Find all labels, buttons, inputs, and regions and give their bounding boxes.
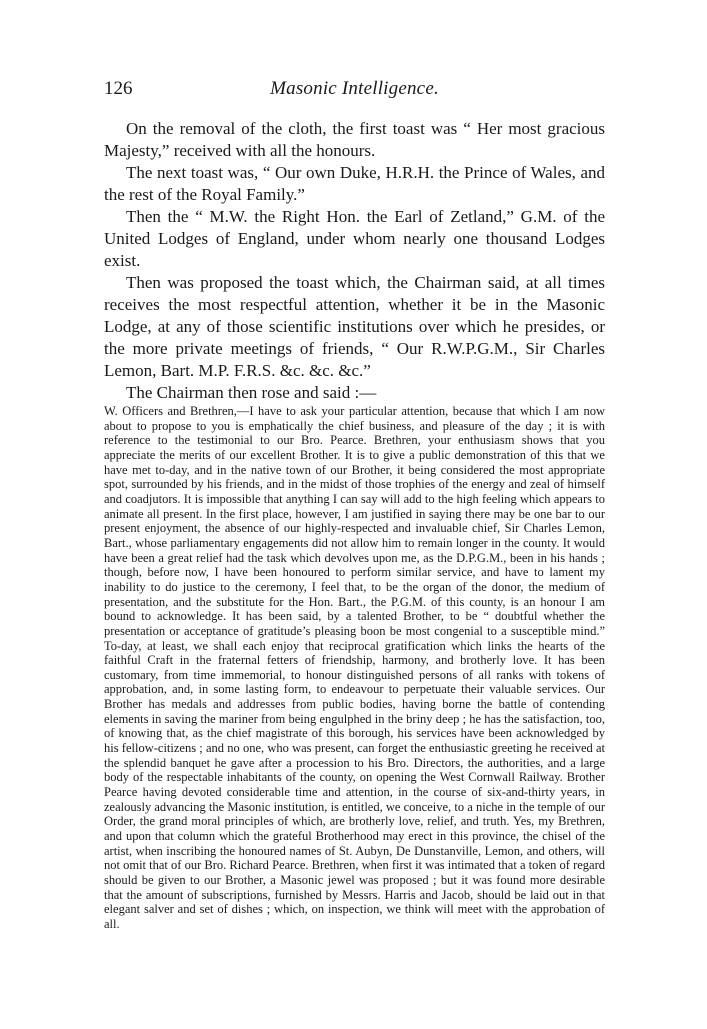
page-number: 126	[104, 78, 133, 99]
chairman-speech: W. Officers and Brethren,—I have to ask your particular attention, because that which I am now about to propose to you is emphatically the chief business, and pleasure of the day ; it is with reference to the testimonial to our Bro. Pearce. Brethren, your enthusiasm shows that you appreciate the merits of our excellent Brother. It is to give a public demonstration of this that we have met to-day, and in the native town of our Brother, it being considered the most appropriate spot, surrounded by his friends, and in the midst of those trophies of the energy and zeal of himself and coadjutors. It is impossible that anything I can say will add to the high feeling which appears to animate all present. In the first place, however, I am justified in saying there may be one bar to our present enjoyment, the absence of our highly-respected and invaluable chief, Sir Charles Lemon, Bart., whose parliamentary engagements did not allow him to remain longer in the county. It would have been a great relief had the task which devolves upon me, as the D.P.G.M., been in his hands ; though, before now, I have been honoured to perform similar service, and have to lament my inability to do justice to the ceremony, I feel that, to be the organ of the donor, the medium of presentation, and the substitute for the Hon. Bart., the P.G.M. of this county, is an honour I am bound to acknowledge. It has been said, by a talented Brother, to be “ doubtful whether the presentation or acceptance of gratitude’s pleasing boon be most congenial to a susceptible mind.” To-day, at least, we shall each enjoy that reciprocal gratification which links the hearts of the faithful Craft in the fraternal fetters of friendship, harmony, and brotherly love. It has been customary, from time immemorial, to honour distinguished persons of all ranks with tokens of approbation, and, in some lasting form, to endeavour to perpetuate their valuable services. Our Brother has medals and addresses from public bodies, having borne the battle of contending elements in saving the mariner from being engulphed in the briny deep ; he has the satisfaction, too, of knowing that, as the chief magistrate of this borough, his services have been acknowledged by his fellow-citizens ; and no one, who was present, can forget the enthusiastic greeting he received at the splendid banquet he gave after a procession to his Bro. Directors, the authorities, and a large body of the respectable inhabitants of the county, on opening the West Cornwall Railway. Brother Pearce having devoted considerable time and attention, in the course of six-and-thirty years, in zealously advancing the Masonic institution, is entitled, we conceive, to a niche in the temple of our Order, the grand moral principles of which, are brotherly love, relief, and truth. Yes, my Brethren, and upon that column which the grateful Brotherhood may erect in this province, the chisel of the artist, when inscribing the honoured names of St. Aubyn, De Dunstanville, Lemon, and others, will not omit that of our Bro. Richard Pearce. Brethren, when first it was intimated that a token of regard should be given to our Brother, a Masonic jewel was proposed ; but it was found more desirable that the amount of subscriptions, furnished by Messrs. Harris and Jacob, should be laid out in that elegant salver and set of dishes ; which, on inspection, we think will meet with the approbation of all.	[104, 404, 605, 931]
paragraph-provincial-toast: Then was proposed the toast which, the Chairman said, at all times receives the most respectful attention, whether it be in the Masonic Lodge, at any of those scientific institutions over which he presides, or the more private meetings of friends, “ Our R.W.P.G.M., Sir Charles Lemon, Bart. M.P. F.R.S. &c. &c. &c.”	[104, 273, 605, 380]
paragraph-grand-master-toast: Then the “ M.W. the Right Hon. the Earl of Zetland,” G.M. of the United Lodges of England, under whom nearly one thousand Lodges exist.	[104, 207, 605, 270]
paragraph-royal-family-toast: The next toast was, “ Our own Duke, H.R.H. the Prince of Wales, and the rest of the Royal Family.”	[104, 163, 605, 204]
running-title: Masonic Intelligence.	[270, 78, 439, 99]
page-header	[104, 78, 605, 108]
paragraph-chairman-rose: The Chairman then rose and said :—	[126, 383, 377, 402]
paragraph-loyal-toast: On the removal of the cloth, the first toast was “ Her most gracious Majesty,” received with all the honours.	[104, 119, 605, 160]
